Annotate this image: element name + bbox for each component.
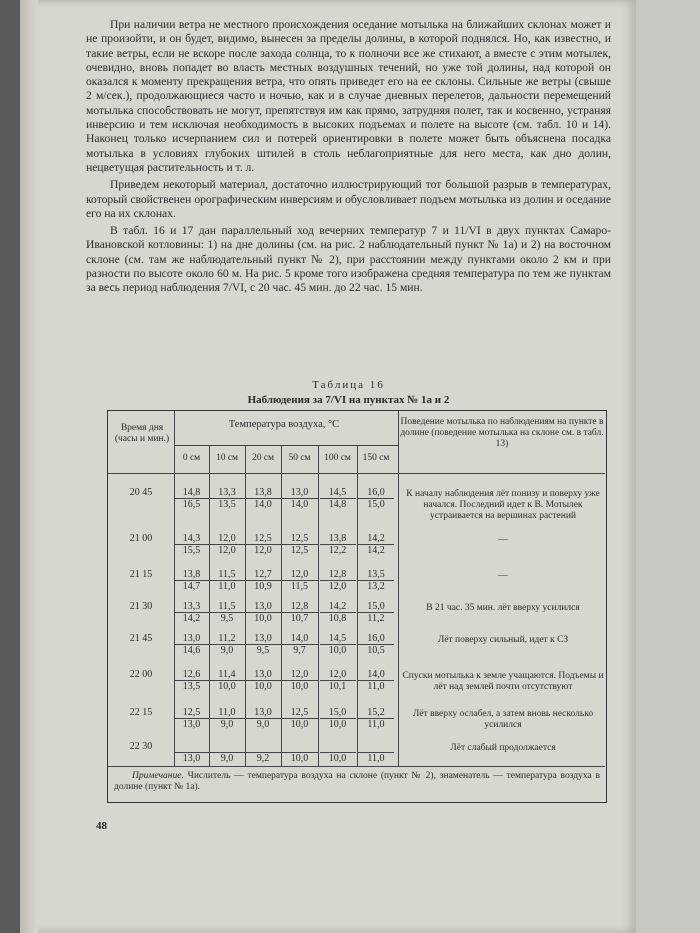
height-column-header: 0 см [182,453,201,463]
temperature-cell [209,669,245,692]
numerator-slope [358,741,394,753]
denominator-valley: 10,7 [290,613,309,624]
denominator-valley: 9,0 [256,719,270,730]
temperature-cell [358,487,394,510]
table-title: Наблюдения за 7/VI на пунктах № 1а и 2 [247,394,450,406]
numerator-slope: 11,0 [209,707,245,719]
numerator-slope: 12,5 [174,707,210,719]
temperature-cell [320,487,356,510]
denominator-valley: 9,0 [220,645,234,656]
temperature-cell [358,601,394,624]
temperature-cell [245,533,281,556]
numerator-slope: 11,4 [209,669,245,681]
numerator-slope: 13,0 [282,487,318,499]
table-rule [108,766,605,767]
denominator-valley: 14,2 [367,545,385,556]
numerator-slope: 13,8 [320,533,356,545]
numerator-slope [320,741,356,753]
denominator-valley: 14,0 [290,499,309,510]
numerator-slope: 13,0 [245,669,281,681]
behavior-cell: Лёт слабый продолжается [450,743,556,753]
denominator-valley: 10,0 [328,719,347,730]
temperature-cell [245,741,281,764]
denominator-valley: 10,0 [218,681,236,692]
numerator-slope [174,741,210,753]
height-column-header: 150 см [362,453,390,463]
denominator-valley: 11,0 [367,719,385,730]
behavior-cell: — [498,571,508,581]
denominator-valley: 10,8 [328,613,347,624]
behavior-cell: К началу наблюдения лёт понизу и поверху уже начался. Последний идет к В. Мотылек устраивается на вершинах растений [406,489,600,521]
temperature-cell [174,741,210,764]
denominator-valley: 10,0 [328,753,347,764]
numerator-slope: 15,0 [320,707,356,719]
temperature-cell [320,669,356,692]
numerator-slope: 12,5 [282,707,318,719]
behavior-cell: Лёт вверху ослабел, а затем вновь несколько усилился [412,709,594,730]
time-header: Время дня (часы и мин.) [114,423,170,444]
body-text [86,18,611,296]
height-column-header: 50 см [288,453,311,463]
numerator-slope: 13,0 [245,633,281,645]
temperature-cell [174,633,210,656]
behavior-cell: — [498,535,508,545]
temperature-cell [282,669,318,692]
numerator-slope [245,741,281,753]
behavior-cell: В 21 час. 35 мин. лёт вверху усилился [426,603,580,613]
data-table [107,410,607,803]
row-time: 21 30 [129,601,153,612]
temperature-cell [282,633,318,656]
temperature-cell [174,487,210,510]
temperature-cell [282,601,318,624]
denominator-valley: 13,5 [182,681,201,692]
temperature-cell [209,569,245,592]
denominator-valley: 11,0 [218,581,236,592]
temperature-cell [358,707,394,730]
row-time: 22 30 [129,741,153,752]
denominator-valley: 9,5 [220,613,234,624]
denominator-valley: 12,0 [218,545,236,556]
paragraph: При наличии ветра не местного происхождения оседание мотылька на ближайших склонах может и не произойти, и он будет, видимо, вынесен за пределы долины, в которой поднялся. Но, как известно, и такие ветры, если не вскоре после захода солнца, то к полночи все же стихают, а вместе с этим мотылек, очевидно, вновь попадет во власть местных воздушных течений, но уже той долины, над которой он оказался к моменту прекращения ветра, что опять приведет его на ее склоны. Сильные же ветры (свыше 2 м/сек.), продолжающиеся часто и ночью, как и в случае дневных перелетов, дальности перемещений мотылька способствовать не могут, препятствуя им как прямо, затрудняя полет, так и косвенно, устраняя инверсию и тем исключая необходимость в высоких подъемах и полете на высоте (см. табл. 10 и 14). Наконец только исчерпанием сил и потерей ориентировки в полете может быть объяснена посадка мотылька в условиях глубоких штилей в столь неблагоприятные для него места, как дно долин, нецветущая растительность и т. л. [86,18,611,174]
numerator-slope: 14,0 [358,669,394,681]
temperature-cell [282,741,318,764]
temperature-cell [174,569,210,592]
denominator-valley: 10,9 [254,581,272,592]
denominator-valley: 10,0 [290,719,309,730]
numerator-slope: 15,2 [358,707,394,719]
numerator-slope: 14,0 [282,633,318,645]
temperature-cell [174,601,210,624]
denominator-valley: 9,5 [256,645,270,656]
temperature-cell [320,707,356,730]
row-time: 21 00 [129,533,153,544]
numerator-slope: 11,5 [209,601,245,613]
temperature-cell [320,741,356,764]
behavior-cell: Лёт поверху сильный, идет к СЗ [437,635,569,645]
denominator-valley: 9,7 [293,645,306,656]
denominator-valley: 10,0 [328,645,347,656]
numerator-slope: 14,2 [320,601,356,613]
denominator-valley: 13,2 [367,581,385,592]
temperature-cell [282,533,318,556]
page-binding-shadow [20,0,38,933]
temperature-cell [209,633,245,656]
denominator-valley: 16,5 [182,499,201,510]
temperature-cell [245,707,281,730]
temperature-cell [282,569,318,592]
denominator-valley: 12,0 [328,581,347,592]
numerator-slope: 12,8 [282,601,318,613]
table-rule [398,411,399,766]
numerator-slope: 13,3 [174,601,210,613]
denominator-valley: 10,0 [290,753,309,764]
note-text: Числитель — температура воздуха на склоне (пункт № 2), знаменатель — температура воздуха в долине (пункт № 1а). [114,771,600,792]
height-column-header: 10 см [215,453,239,463]
denominator-valley: 10,0 [254,681,272,692]
denominator-valley: 9,2 [256,753,270,764]
height-column-header: 20 см [251,453,275,463]
height-column-header: 100 см [324,453,351,463]
temperature-cell [174,669,210,692]
denominator-valley: 12,0 [254,545,272,556]
numerator-slope: 13,0 [245,601,281,613]
numerator-slope: 12,0 [209,533,245,545]
numerator-slope: 13,0 [245,707,281,719]
numerator-slope: 13,0 [174,633,210,645]
numerator-slope: 12,0 [282,669,318,681]
temperature-cell [245,633,281,656]
table-rule [174,445,398,446]
temperature-cell [358,669,394,692]
numerator-slope: 14,5 [320,633,356,645]
denominator-valley: 9,0 [220,753,234,764]
denominator-valley: 13,0 [182,753,201,764]
temperature-cell [320,569,356,592]
temperature-cell [320,601,356,624]
numerator-slope: 12,0 [282,569,318,581]
numerator-slope: 13,8 [174,569,210,581]
numerator-slope: 13,3 [209,487,245,499]
numerator-slope: 12,5 [245,533,281,545]
temperature-cell [358,741,394,764]
denominator-valley: 15,0 [367,499,385,510]
numerator-slope: 14,3 [174,533,210,545]
temperature-cell [320,633,356,656]
numerator-slope: 11,2 [209,633,245,645]
numerator-slope: 12,0 [320,669,356,681]
denominator-valley: 14,2 [182,613,201,624]
table-note [114,771,600,793]
temperature-cell [209,707,245,730]
paragraph: В табл. 16 и 17 дан параллельный ход вечерних температур 7 и 11/VI в двух пунктах Самаро-Ивановской котловины: 1) на дне долины (см. на рис. 2 наблюдательный пункт № 1а) и 2) на восточном склоне (см. там же наблюдательный пункт № 2), при расстоянии между пунктами около 2 км и при разности по высоте около 60 м. На рис. 5 кроме того изображена средняя температура по тем же пунктам за весь период наблюдения 7/VI, с 20 час. 45 мин. до 22 час. 15 мин. [86,224,611,295]
numerator-slope: 12,7 [245,569,281,581]
temperature-cell [245,601,281,624]
temperature-cell [245,569,281,592]
denominator-valley: 11,2 [367,613,385,624]
numerator-slope: 13,8 [245,487,281,499]
temperature-cell [209,601,245,624]
behavior-cell: Спуски мотылька к земле учащаются. Подъемы и лёт над землей почти отсутствуют [402,671,604,692]
denominator-valley: 10,0 [254,613,272,624]
temperature-cell [282,707,318,730]
temperature-cell [282,487,318,510]
numerator-slope: 14,5 [320,487,356,499]
temperature-cell [358,569,394,592]
numerator-slope: 12,6 [174,669,210,681]
numerator-slope: 15,0 [358,601,394,613]
denominator-valley: 14,6 [182,645,201,656]
temperature-cell [174,707,210,730]
denominator-valley: 15,5 [182,545,201,556]
temperature-cell [209,487,245,510]
temperature-cell [245,669,281,692]
numerator-slope: 16,0 [358,633,394,645]
denominator-valley: 11,5 [290,581,309,592]
table-caption: Таблица 16 [312,379,385,391]
behavior-header: Поведение мотылька по наблюдениям на пункте в долине (поведение мотылька на склоне см. в табл. 13) [400,417,604,449]
numerator-slope: 13,5 [358,569,394,581]
denominator-valley: 13,5 [218,499,236,510]
table-rule [108,473,605,474]
denominator-valley: 9,0 [220,719,234,730]
temperature-cell [245,487,281,510]
denominator-valley: 10,0 [290,681,309,692]
row-time: 22 00 [129,669,153,680]
temperature-cell [174,533,210,556]
denominator-valley: 14,7 [182,581,201,592]
page-number: 48 [96,820,107,832]
adjacent-page-edge [628,0,700,933]
paragraph: Приведем некоторый материал, достаточно иллюстрирующий тот большой разрыв в температурах, который свойственен орографическим инверсиям и обусловливает подъем мотылька из долин и оседание его на их склонах. [86,178,611,220]
temperature-cell [358,533,394,556]
denominator-valley: 12,2 [328,545,347,556]
denominator-valley: 11,0 [367,753,385,764]
denominator-valley: 11,0 [367,681,385,692]
temperature-cell [209,533,245,556]
numerator-slope: 16,0 [358,487,394,499]
numerator-slope: 12,8 [320,569,356,581]
temperature-cell [209,741,245,764]
numerator-slope: 14,2 [358,533,394,545]
row-time: 22 15 [129,707,153,718]
denominator-valley: 12,5 [290,545,309,556]
denominator-valley: 13,0 [182,719,201,730]
denominator-valley: 10,5 [367,645,385,656]
denominator-valley: 14,0 [254,499,272,510]
numerator-slope [282,741,318,753]
numerator-slope: 12,5 [282,533,318,545]
row-time: 21 45 [129,633,153,644]
temperature-header: Температура воздуха, °С [228,419,340,430]
denominator-valley: 10,1 [328,681,347,692]
denominator-valley: 14,8 [328,499,347,510]
temperature-cell [320,533,356,556]
row-time: 20 45 [129,487,153,498]
numerator-slope [209,741,245,753]
note-label: Примечание. [132,771,184,781]
temperature-cell [358,633,394,656]
row-time: 21 15 [129,569,153,580]
numerator-slope: 14,8 [174,487,210,499]
numerator-slope: 11,5 [209,569,245,581]
